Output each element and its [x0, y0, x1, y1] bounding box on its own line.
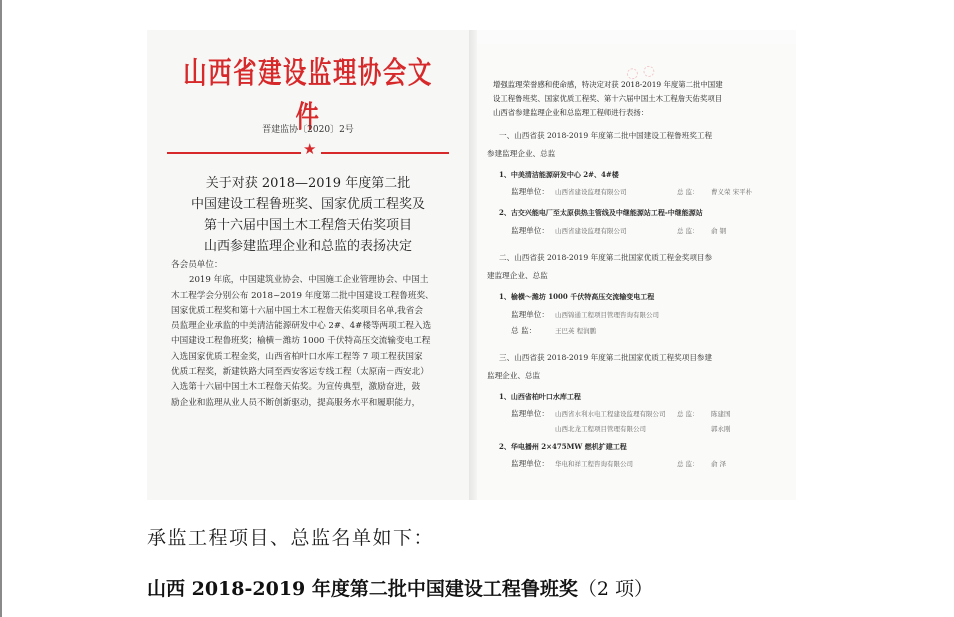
document-number: 晋建监协〔2020〕2号	[262, 125, 354, 135]
salutation: 各会员单位：	[171, 260, 223, 270]
project-name: 1、山西省柏叶口水库工程	[499, 392, 581, 401]
document-body	[171, 258, 447, 411]
body-line: 木工程学会分别公布 2018~2019 年度第二批中国建设工程鲁班奖、	[171, 290, 434, 301]
faint-stamp-mark: ◌ ◌	[625, 62, 657, 83]
section-heading: 三、山西省获 2018-2019 年度第二批国家优质工程奖项目参建	[499, 353, 713, 362]
page-left-border	[0, 0, 2, 617]
unit-label: 监理单位：	[511, 310, 549, 319]
list-intro-caption: 承监工程项目、总监名单如下：	[147, 527, 435, 549]
document-page-left	[147, 30, 469, 500]
project-name: 2、华电播州 2×475MW 燃机扩建工程	[499, 442, 627, 451]
scanned-document-image	[147, 30, 796, 500]
body-line: 2019 年底，中国建筑业协会、中国施工企业管理协会、中国土	[189, 275, 429, 286]
section-heading-cont: 参建监理企业、总监	[487, 149, 556, 158]
unit-value: 山西省建设监理有限公司	[555, 188, 627, 196]
chief-value: 曹义荣 宋平朴	[711, 188, 753, 196]
chief-value: 郭永刚	[711, 425, 731, 433]
section-heading-cont: 监理企业、总监	[487, 371, 541, 380]
document-title	[147, 173, 469, 257]
document-page-right	[477, 44, 796, 500]
chief-value: 陈建国	[711, 410, 731, 418]
body-line: 入选国家优质工程金奖，山西省柏叶口水库工程等 7 项工程获国家	[171, 351, 423, 362]
body-line: 励企业和监理从业人员不断创新驱动，提高服务水平和履职能力，	[171, 397, 421, 408]
intro-line: 设工程鲁班奖、国家优质工程奖、第十六届中国土木工程詹天佑奖项目	[493, 94, 723, 103]
body-line: 中国建设工程鲁班奖；榆横－潍坊 1000 千伏特高压交流输变电工程	[171, 336, 431, 347]
red-divider-right	[321, 152, 449, 154]
chief-value: 王巴英 程润鹏	[555, 327, 597, 335]
unit-label: 监理单位：	[511, 226, 549, 235]
unit-value: 山西省建设监理有限公司	[555, 227, 627, 235]
title-line: 第十六届中国土木工程詹天佑奖项目	[203, 218, 412, 233]
unit-value: 华电和祥工程咨询有限公司	[555, 460, 633, 468]
title-line: 山西参建监理企业和总监的表扬决定	[203, 239, 412, 254]
chief-label: 总 监：	[677, 410, 699, 418]
unit-label: 监理单位：	[511, 187, 549, 196]
document-header: 山西省建设监理协会文件	[183, 56, 433, 135]
unit-label: 监理单位：	[511, 409, 549, 418]
body-line: 员监理企业承监的中美清洁能源研发中心 2#、4#楼等两项工程入选	[171, 321, 432, 332]
chief-label: 总 监：	[511, 326, 537, 335]
section-heading: 二、山西省获 2018-2019 年度第二批国家优质工程金奖项目参	[499, 253, 713, 262]
intro-line: 增强监理荣誉感和使命感，特决定对获 2018-2019 年度第二批中国建	[493, 80, 723, 89]
title-line: 关于对获 2018—2019 年度第二批	[205, 176, 411, 191]
unit-label: 监理单位：	[511, 459, 549, 468]
subheading-text: 山西 2018-2019 年度第二批中国建设工程鲁班奖	[147, 578, 578, 600]
body-line: 入选第十六届中国土木工程詹天佑奖。为宣传典型，激励奋进，鼓	[171, 382, 421, 393]
subheading-count: （2 项）	[577, 578, 654, 600]
right-page-intro	[493, 78, 773, 120]
body-line: 国家优质工程奖和第十六届中国土木工程詹天佑奖项目名单,我省会	[171, 305, 423, 316]
project-name: 1、中美清洁能源研发中心 2#、4#楼	[499, 170, 619, 179]
section-heading: 一、山西省获 2018-2019 年度第二批中国建设工程鲁班奖工程	[499, 131, 713, 140]
body-line: 优质工程奖，新建铁路大同至西安客运专线工程（太原南－西安北）	[171, 367, 429, 378]
unit-value: 山西锦通工程项目管理咨询有限公司	[555, 311, 659, 319]
section-subheading	[147, 574, 653, 601]
red-star-icon: ★	[303, 140, 317, 158]
chief-label: 总 监：	[677, 460, 699, 468]
chief-value: 俞 钢	[711, 227, 727, 235]
unit-value: 山西北龙工程项目管理有限公司	[555, 425, 646, 433]
unit-value: 山西省水利水电工程建设监理有限公司	[555, 410, 666, 418]
page-fold-shadow	[469, 30, 477, 500]
project-name: 1、榆横～潍坊 1000 千伏特高压交流输变电工程	[499, 292, 655, 301]
red-divider-left	[167, 152, 301, 154]
section-heading-cont: 建监理企业、总监	[487, 271, 548, 280]
intro-line: 山西省参建监理企业和总监理工程师进行表扬：	[493, 108, 649, 117]
project-name: 2、古交兴能电厂至太原供热主管线及中继能源站工程-中继能源站	[499, 208, 703, 217]
title-line: 中国建设工程鲁班奖、国家优质工程奖及	[190, 197, 425, 212]
chief-label: 总 监：	[677, 227, 699, 235]
chief-value: 俞 泽	[711, 460, 727, 468]
chief-label: 总 监：	[677, 188, 699, 196]
